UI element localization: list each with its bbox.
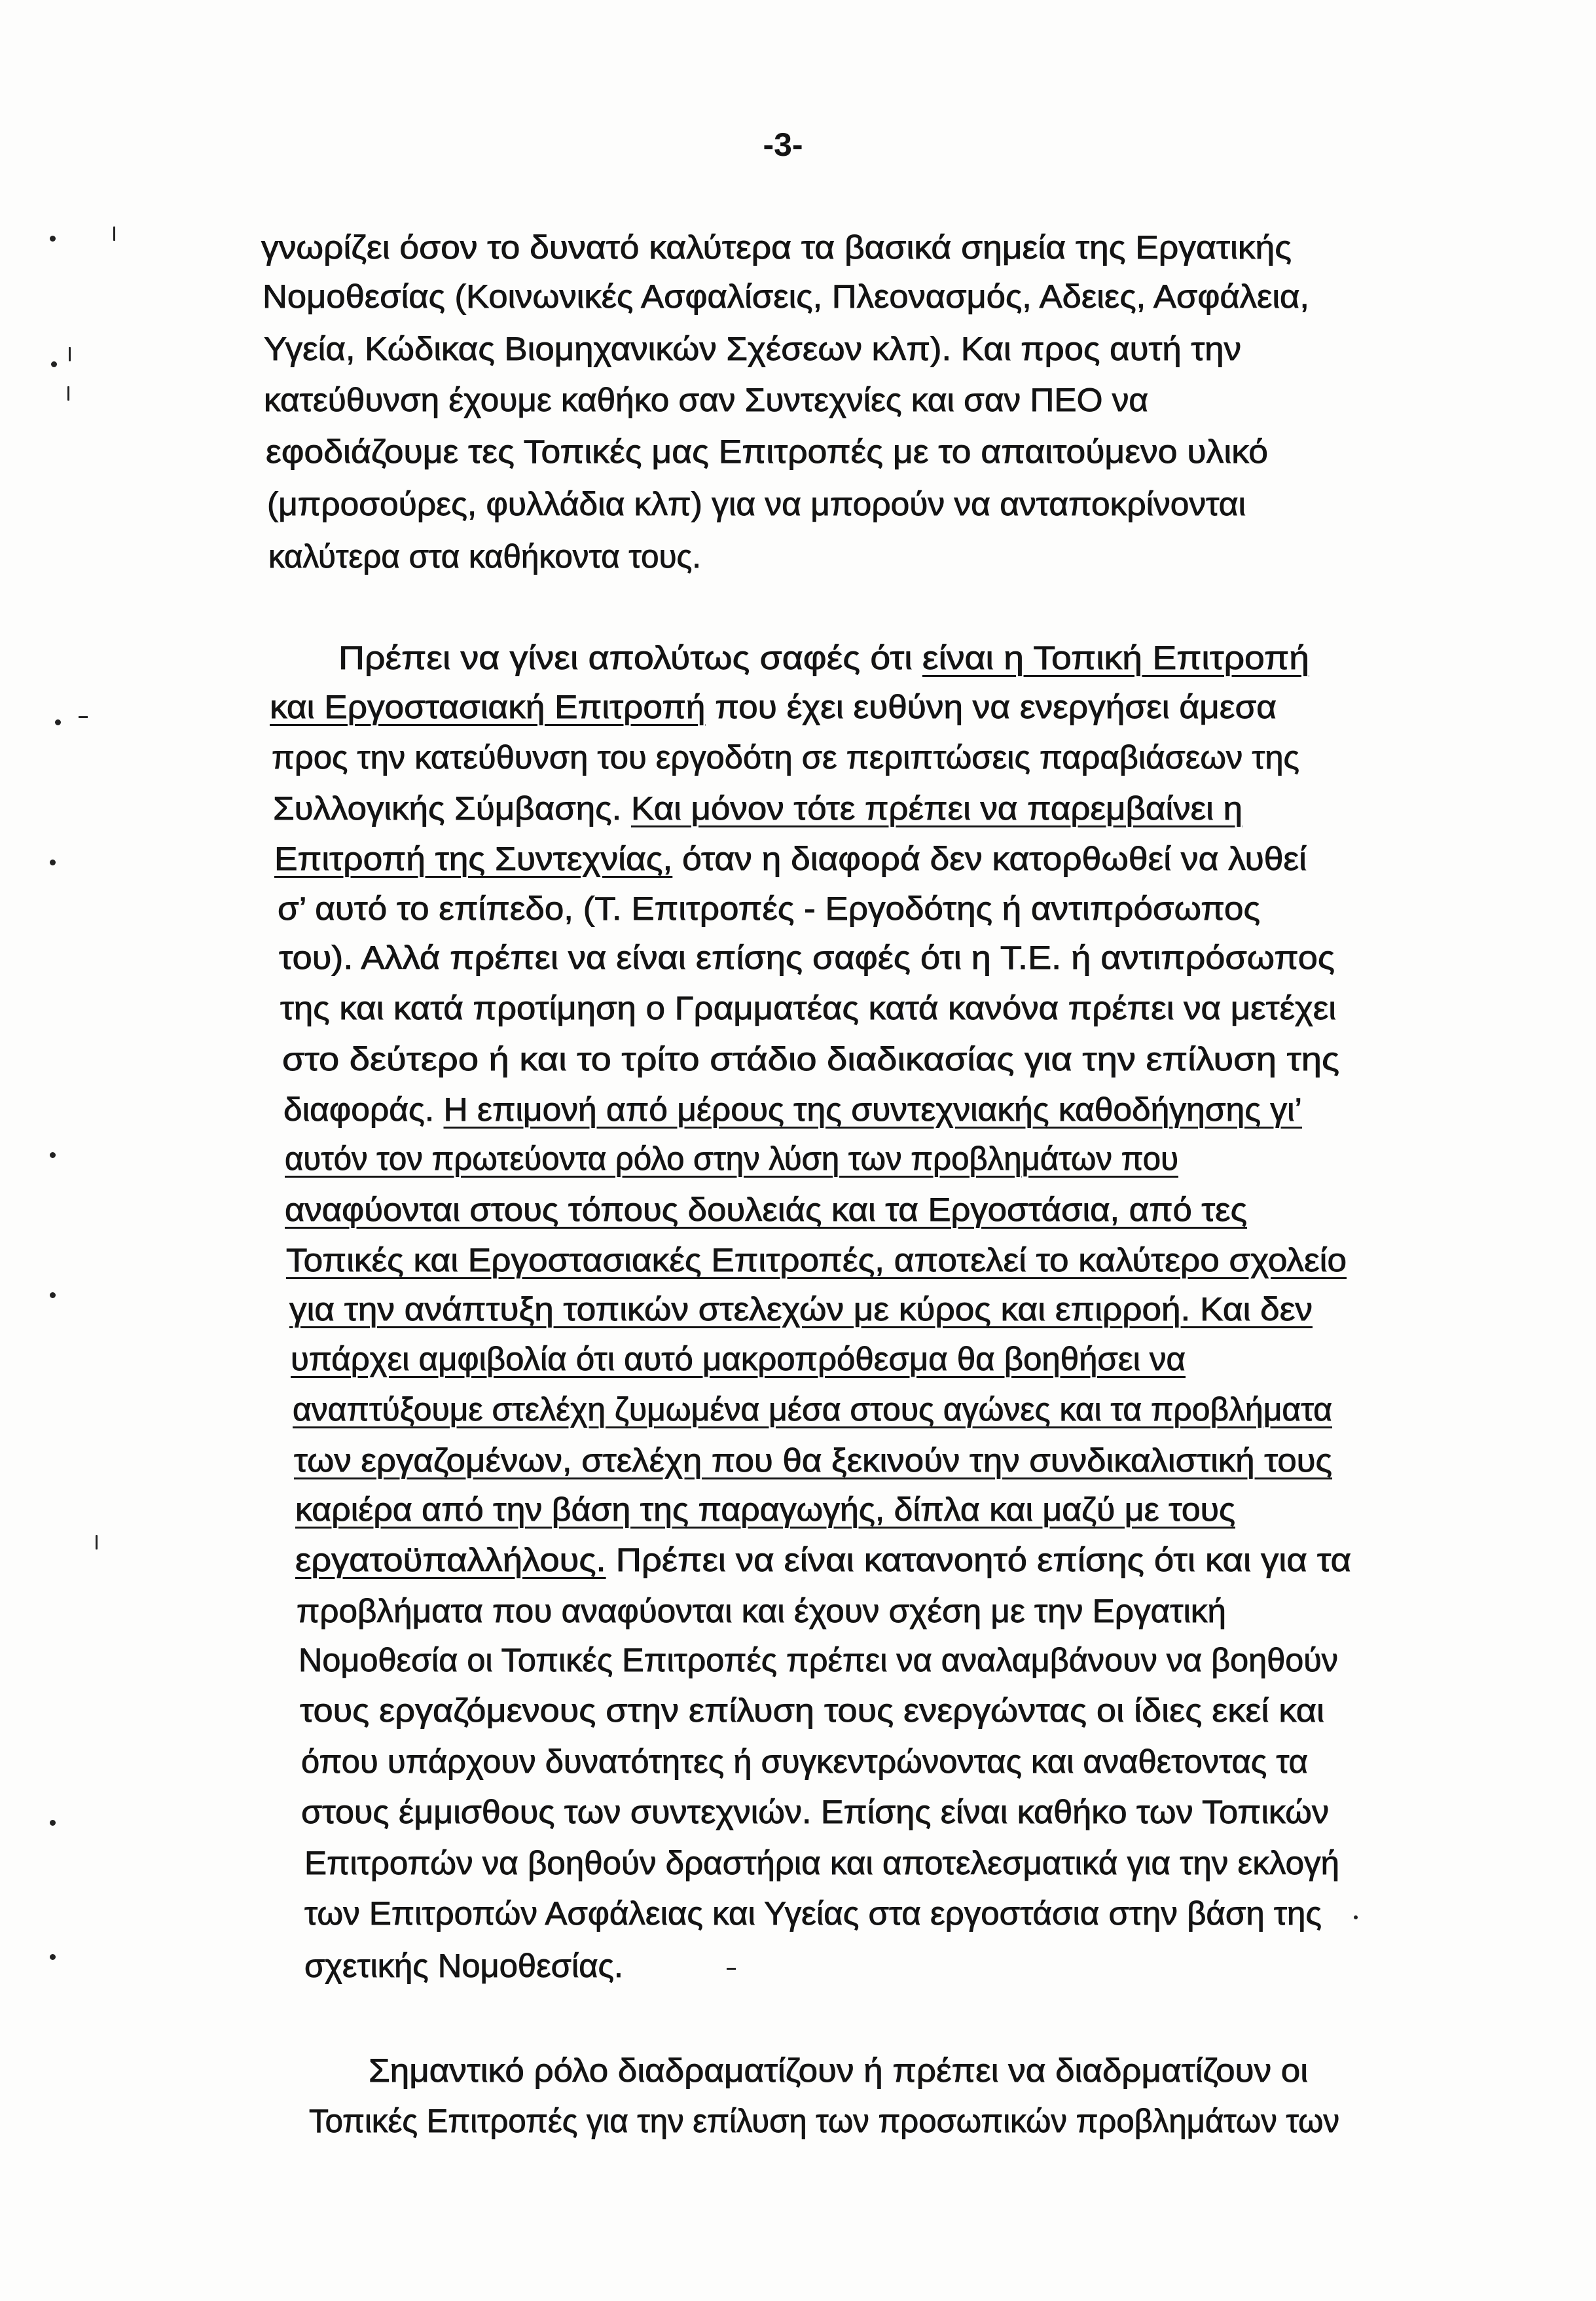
underlined-text: και Εργοστασιακή Επιτροπή [270,689,706,725]
line-text: εφοδιάζουμε τες Τοπικές μας Επιτροπές με το απαιτούμενο υλικό [266,433,1269,470]
underlined-text: αναφύονται στους τόπους δουλειάς και τα Εργοστάσια, από τες [285,1191,1247,1228]
line-text: στο δεύτερο ή και το τρίτο στάδιο διαδικασίας για την επίλυση της [282,1041,1339,1078]
text-line [300,1691,1324,1730]
line-text: γνωρίζει όσον το δυνατό καλύτερα τα βασικά σημεία της Εργατικής [261,229,1292,266]
text-line [299,1640,1338,1680]
underlined-text: Επιτροπή της Συντεχνίας, [274,841,673,877]
line-text: του). Αλλά πρέπει να είναι επίσης σαφές ότι η Τ.Ε. ή αντιπρόσωπος [279,939,1335,976]
scan-speck [50,236,56,242]
text-line [279,938,1335,977]
line-text: σχετικής Νομοθεσίας. [304,1948,623,1984]
underlined-text: εργατοϋπαλλήλους. [295,1542,606,1578]
line-text: Επιτροπών να βοηθούν δραστήρια και αποτελεσματικά για την εκλογή [304,1845,1339,1881]
text-line [264,380,1148,420]
text-line [304,1946,623,1985]
text-line [278,889,1260,928]
scan-speck [50,1954,56,1960]
underlined-text: Η επιμονή από μέρους της συντεχνιακής καθοδήγησης γι’ [443,1091,1302,1128]
line-text: καλύτερα στα καθήκοντα τους. [268,538,701,575]
line-text: των Επιτροπών Ασφάλειας και Υγείας στα εργοστάσια στην βάση της [304,1895,1322,1932]
text-line [267,484,1246,524]
text-line [297,1591,1226,1631]
scan-speck [113,226,115,241]
plain-text: όταν η διαφορά δεν κατορθωθεί να λυθεί [672,841,1307,877]
text-line [280,988,1336,1028]
line-text [270,687,1277,727]
line-text: προβλήματα που αναφύονται και έχουν σχέση με την Εργατική [297,1593,1226,1629]
scan-speck [50,1820,56,1826]
underlined-text: είναι η Τοπική Επιτροπή [922,640,1309,676]
underlined-text: καριέρα από την βάση της παραγωγής, δίπλα και μαζύ με τους [295,1491,1235,1528]
line-text: όπου υπάρχουν δυνατότητες ή συγκεντρώνοντας και αναθετοντας τα [301,1743,1308,1780]
text-line [295,1490,1235,1529]
line-text: Υγεία, Κώδικας Βιομηχανικών Σχέσεων κλπ). Και προς αυτή την [264,331,1241,367]
text-line [285,1139,1178,1178]
underlined-text: αναπτύξουμε στελέχη ζυμωμένα μέσα στους αγώνες και τα προβλήματα [293,1391,1332,1428]
text-line [289,1290,1313,1329]
scan-speck [50,1152,56,1158]
text-line [263,277,1309,316]
scan-speck [50,1292,56,1298]
line-text [274,839,1307,879]
line-text: Σημαντικό ρόλο διαδραματίζουν ή πρέπει να διαδρματίζουν οι [369,2052,1308,2089]
text-line [304,1843,1339,1883]
line-text: Νομοθεσίας (Κοινωνικές Ασφαλίσεις, Πλεονασμός, Αδειες, Ασφάλεια, [263,278,1309,315]
text-line [338,638,1309,678]
text-line [266,432,1268,471]
scan-speck [79,716,88,718]
underlined-text: αυτόν τον πρωτεύοντα ρόλο στην λύση των προβλημάτων που [285,1140,1178,1177]
text-line [295,1540,1351,1580]
scan-speck [51,361,57,367]
text-line [291,1339,1186,1379]
plain-text: που έχει ευθύνη να ενεργήσει άμεσα [705,689,1277,725]
text-line [369,2051,1308,2090]
scan-speck [96,1535,98,1549]
underlined-text: Και μόνον τότε πρέπει να παρεμβαίνει η [630,790,1242,827]
line-text: Νομοθεσία οι Τοπικές Επιτροπές πρέπει να αναλαμβάνουν να βοηθούν [299,1642,1338,1678]
line-text [283,1090,1302,1129]
scan-speck [67,386,69,401]
line-text: Τοπικές Επιτροπές για την επίλυση των προσωπικών προβλημάτων των [309,2103,1339,2139]
underlined-text: των εργαζομένων, στελέχη που θα ξεκινούν την συνδικαλιστική τους [294,1442,1332,1479]
text-line [301,1792,1329,1832]
line-text: της και κατά προτίμηση ο Γραμματέας κατά κανόνα πρέπει να μετέχει [280,990,1336,1026]
text-line [270,687,1277,727]
text-line [261,228,1292,267]
text-line [272,738,1299,777]
underlined-text: για την ανάπτυξη τοπικών στελεχών με κύρος και επιρροή. Και δεν [289,1291,1313,1328]
text-line [268,537,701,576]
text-line [285,1190,1247,1229]
plain-text: Πρέπει να γίνει απολύτως σαφές ότι [338,640,922,676]
text-line [293,1390,1332,1429]
plain-text: διαφοράς. [283,1091,444,1128]
text-line [309,2101,1339,2141]
line-text: τους εργαζόμενους στην επίλυση τους ενεργώντας οι ίδιες εκεί και [300,1692,1324,1729]
line-text: (μπροσούρες, φυλλάδια κλπ) για να μπορούν να ανταποκρίνονται [267,486,1246,522]
underlined-text: Τοπικές και Εργοστασιακές Επιτροπές, αποτελεί το καλύτερο σχολείο [286,1242,1347,1278]
text-line [264,329,1241,369]
text-line [282,1040,1339,1079]
scan-speck [1354,1915,1358,1919]
line-text: προς την κατεύθυνση του εργοδότη σε περιπτώσεις παραβιάσεων της [272,739,1299,776]
text-line [274,839,1307,879]
scan-speck [69,347,71,361]
text-line [304,1894,1322,1933]
plain-text: Συλλογικής Σύμβασης. [273,790,631,827]
line-text: κατεύθυνση έχουμε καθήκο σαν Συντεχνίες και σαν ΠΕΟ να [264,382,1148,418]
line-text: στους έμμισθους των συντεχνιών. Επίσης είναι καθήκο των Τοπικών [301,1794,1329,1830]
text-line [294,1441,1332,1480]
page-number: -3- [763,126,803,163]
text-line [283,1090,1302,1129]
scan-speck [55,719,61,725]
line-text [295,1540,1351,1580]
text-line [286,1241,1347,1280]
text-line [301,1742,1308,1781]
line-text [338,638,1309,678]
plain-text: Πρέπει να είναι κατανοητό επίσης ότι και για τα [606,1542,1351,1578]
scan-speck [727,1968,736,1970]
line-text [273,789,1242,828]
line-text: σ’ αυτό το επίπεδο, (Τ. Επιτροπές - Εργοδότης ή αντιπρόσωπος [278,890,1260,927]
scan-speck [50,860,56,865]
underlined-text: υπάρχει αμφιβολία ότι αυτό μακροπρόθεσμα θα βοηθήσει να [291,1341,1186,1377]
text-line [273,789,1242,828]
